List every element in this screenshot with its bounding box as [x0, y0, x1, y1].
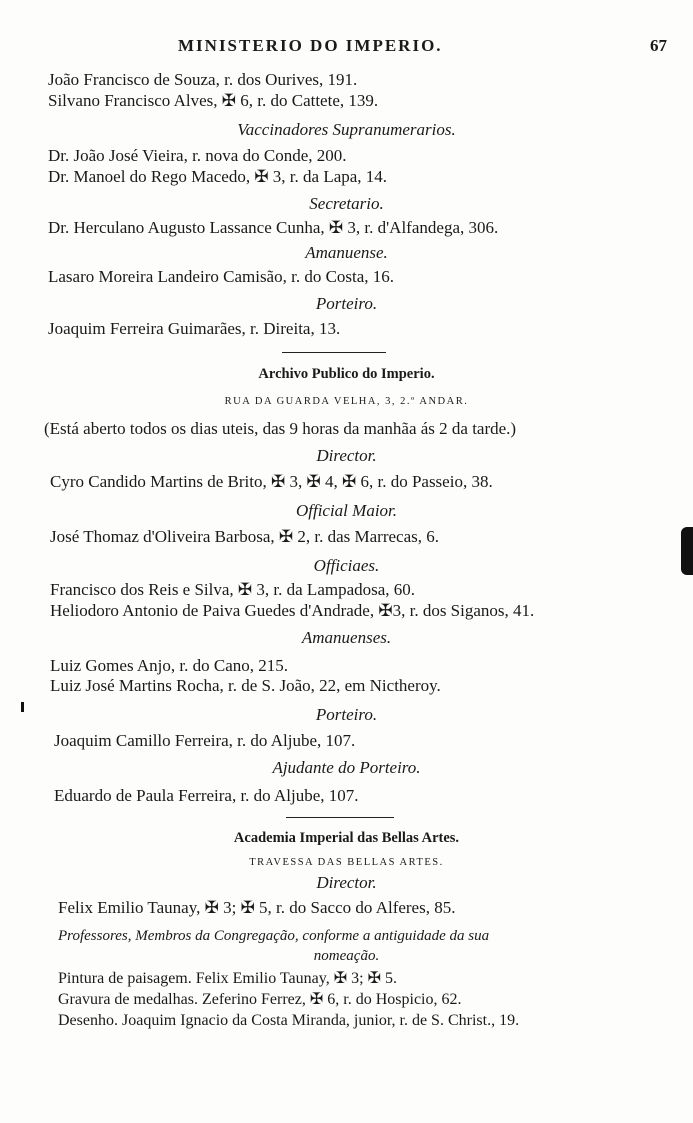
- entry-line: Luiz Gomes Anjo, r. do Cano, 215.: [50, 656, 288, 675]
- running-header: [0, 36, 693, 60]
- entry-line: (Está aberto todos os dias uteis, das 9 horas da manhãa ás 2 da tarde.): [44, 419, 517, 438]
- entry-line: Cyro Candido Martins de Brito, ✠ 3, ✠ 4, ✠ 6, r. do Passeio, 38.: [50, 472, 493, 491]
- section-heading: Porteiro.: [315, 705, 378, 724]
- entry-line: Dr. Manoel do Rego Macedo, ✠ 3, r. da Lapa, 14.: [48, 167, 388, 186]
- page-number: 67: [650, 36, 667, 55]
- entry-line: nomeação.: [313, 948, 380, 964]
- entry-line: Dr. Herculano Augusto Lassance Cunha, ✠ 3, r. d'Alfandega, 306.: [48, 218, 499, 237]
- section-divider: [286, 817, 394, 818]
- header-title: MINISTERIO DO IMPERIO.: [178, 36, 443, 55]
- section-heading: Vaccinadores Supranumerarios.: [237, 120, 456, 139]
- entry-line: Joaquim Ferreira Guimarães, r. Direita, 13.: [48, 319, 341, 338]
- institution-address: TRAVESSA DAS BELLAS ARTES.: [249, 857, 444, 868]
- section-heading: Director.: [316, 873, 377, 892]
- section-heading: Amanuenses.: [301, 628, 392, 647]
- entry-line: Professores, Membros da Congregação, conforme a antiguidade da sua: [58, 928, 490, 944]
- entry-line: Pintura de paisagem. Felix Emilio Taunay, ✠ 3; ✠ 5.: [58, 970, 397, 987]
- section-heading: Secretario.: [309, 194, 384, 213]
- scan-speck: [21, 702, 24, 712]
- scan-edge-mark: [681, 527, 693, 575]
- entry-line: Gravura de medalhas. Zeferino Ferrez, ✠ 6, r. do Hospicio, 62.: [58, 991, 462, 1008]
- section-divider: [282, 352, 386, 353]
- section-heading: Officiaes.: [313, 556, 380, 575]
- section-heading: Amanuense.: [305, 243, 388, 262]
- entry-line: Lasaro Moreira Landeiro Camisão, r. do Costa, 16.: [48, 267, 395, 286]
- entry-line: Joaquim Camillo Ferreira, r. do Aljube, 107.: [54, 731, 356, 750]
- entry-line: Luiz José Martins Rocha, r. de S. João, 22, em Nictheroy.: [50, 676, 441, 695]
- section-heading: Ajudante do Porteiro.: [272, 758, 421, 777]
- section-heading: Director.: [316, 446, 377, 465]
- entry-line: José Thomaz d'Oliveira Barbosa, ✠ 2, r. das Marrecas, 6.: [50, 527, 439, 546]
- entry-line: Francisco dos Reis e Silva, ✠ 3, r. da Lampadosa, 60.: [50, 580, 416, 599]
- entry-line: João Francisco de Souza, r. dos Ourives, 191.: [48, 70, 358, 89]
- entry-line: Silvano Francisco Alves, ✠ 6, r. do Cattete, 139.: [48, 91, 379, 110]
- entry-line: Heliodoro Antonio de Paiva Guedes d'Andrade, ✠3, r. dos Siganos, 41.: [50, 601, 535, 620]
- institution-heading: Academia Imperial das Bellas Artes.: [233, 830, 460, 846]
- entry-line: Eduardo de Paula Ferreira, r. do Aljube, 107.: [54, 786, 359, 805]
- entry-line: Felix Emilio Taunay, ✠ 3; ✠ 5, r. do Sacco do Alferes, 85.: [58, 898, 456, 917]
- institution-heading: Archivo Publico do Imperio.: [258, 366, 435, 382]
- section-heading: Porteiro.: [315, 294, 378, 313]
- entry-line: Desenho. Joaquim Ignacio da Costa Miranda, junior, r. de S. Christ., 19.: [58, 1012, 520, 1029]
- institution-address: RUA DA GUARDA VELHA, 3, 2.º ANDAR.: [224, 396, 469, 407]
- entry-line: Dr. João José Vieira, r. nova do Conde, 200.: [48, 146, 347, 165]
- section-heading: Official Maior.: [295, 501, 398, 520]
